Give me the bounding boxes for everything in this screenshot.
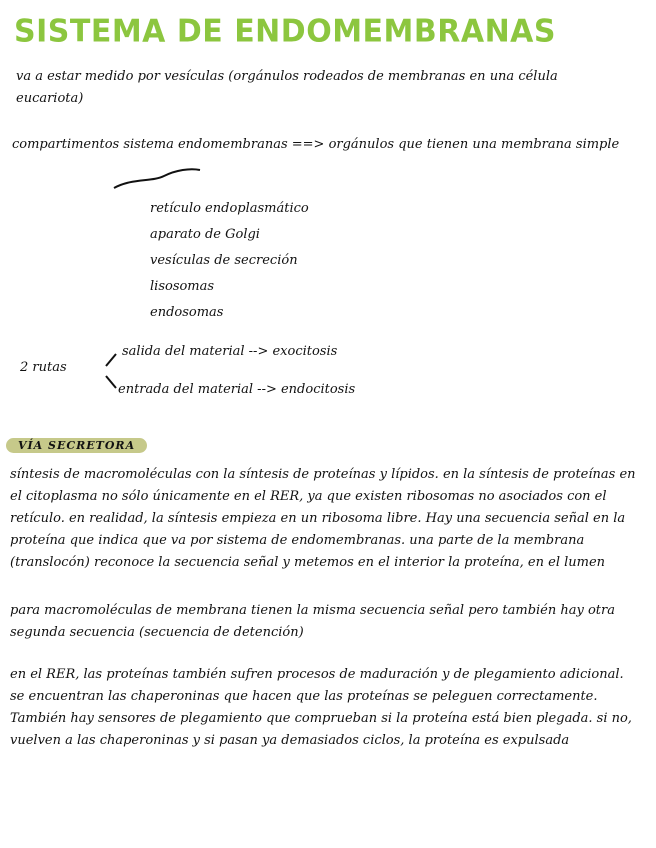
route-exit: salida del material --> exocitosis (122, 344, 338, 359)
routes-label: 2 rutas (20, 360, 67, 375)
compartments-text: compartimentos sistema endomembranas ==> orgánulos que tienen una membrana simple (12, 137, 620, 152)
organelle-list (150, 196, 309, 326)
section-paragraph: para macromoléculas de membrana tienen la misma secuencia señal pero también hay otra segunda secuencia (secuencia de detención) (10, 603, 615, 640)
list-item: aparato de Golgi (150, 227, 260, 242)
list-item: vesículas de secreción (150, 253, 298, 268)
page-title: SISTEMA DE ENDOMEMBRANAS (14, 13, 557, 50)
list-item: endosomas (150, 305, 224, 320)
brace-curve (112, 164, 202, 194)
list-item: retículo endoplasmático (150, 201, 309, 216)
section-tag: VÍA SECRETORA (6, 438, 147, 453)
section-paragraph: en el RER, las proteínas también sufren procesos de maduración y de plegamiento adicional. se encuentran las chaperoninas que hacen que las proteínas se peleguen correctamente. También hay sensores de plegamiento que comprueban si la proteína está bien plegada. si no, vuelven a las chaperoninas y si pasan ya demasiados ciclos, la proteína es expulsada (10, 667, 632, 748)
route-entry: entrada del material --> endocitosis (118, 382, 356, 397)
list-item: lisosomas (150, 279, 215, 294)
section-paragraph: síntesis de macromoléculas con la síntesis de proteínas y lípidos. en la síntesis de proteínas en el citoplasma no sólo únicamente en el RER, ya que existen ribosomas no asociados con el retículo. en realidad, la síntesis empieza en un ribosoma libre. Hay una secuencia señal en la proteína que indica que va por sistema de endomembranas. una parte de la membrana (translocón) reconoce la secuencia señal y metemos en el interior la proteína, en el lumen (10, 467, 636, 570)
intro-text: va a estar medido por vesículas (orgánulos rodeados de membranas en una célula eucariota) (16, 69, 558, 106)
